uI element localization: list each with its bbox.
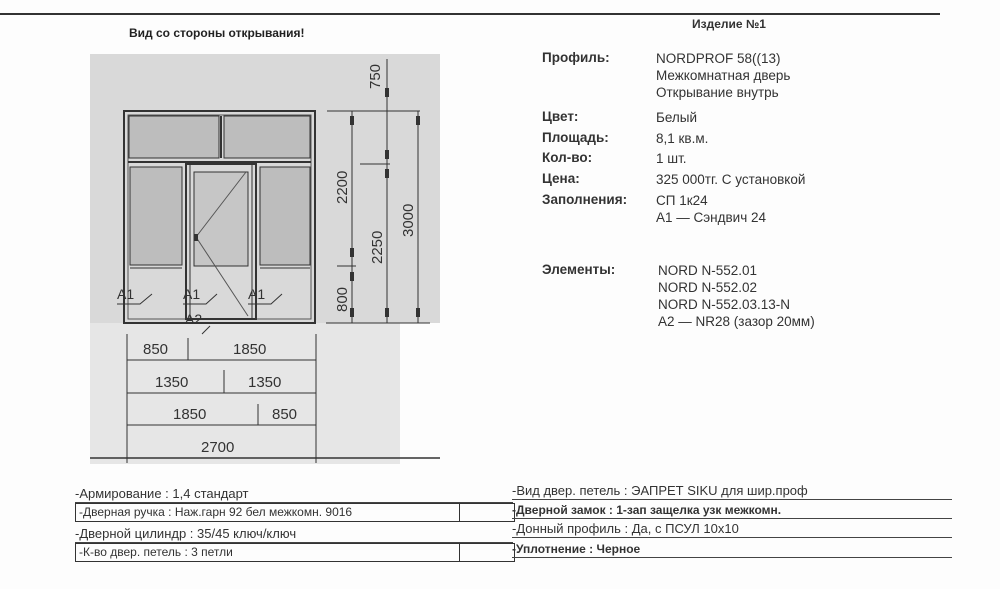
spec-value: СП 1к24 [656,193,708,208]
dim-h-2700: 2700 [201,439,235,456]
dim-800: 800 [334,286,351,312]
option-hinge-type: -Вид двер. петель : ЭАПРЕТ SIKU для шир.проф [512,483,952,500]
spec-value: Межкомнатная дверь [656,68,791,83]
door-schematic [90,54,440,464]
option-door-handle: -Дверная ручка : Наж.гарн 92 бел межкомн. 9016 [75,503,460,522]
spec-value: 1 шт. [656,151,687,166]
option-door-cylinder: -Дверной цилиндр : 35/45 ключ/ключ [75,526,513,543]
spec-value: A1 — Сэндвич 24 [656,210,766,225]
spec-value: 8,1 кв.м. [656,131,709,146]
spec-label: Профиль: [542,50,610,65]
empty-cell [459,503,515,522]
spec-value: NORD N-552.03.13-N [658,297,791,312]
spec-value: NORD N-552.02 [658,280,758,295]
option-bottom-profile: -Донный профиль : Да, с ПСУЛ 10x10 [512,521,952,538]
dim-h-1350-a: 1350 [155,374,189,391]
spec-label: Цвет: [542,109,579,124]
spec-label: Цена: [542,171,580,186]
spec-label: Площадь: [542,130,609,145]
empty-cell [459,543,515,562]
door-drawing [90,54,440,464]
dim-h-1350-b: 1350 [248,374,282,391]
option-door-lock: -Дверной замок : 1-зап защелка узк межкомн. [512,502,952,519]
dim-h-1850-b: 1850 [173,406,207,423]
item-title: Изделие №1 [692,17,766,31]
dim-h-850-a: 850 [143,341,169,358]
dim-2200: 2200 [334,170,351,204]
label-a2: A2 [185,311,203,327]
spec-value: Открывание внутрь [656,85,779,100]
dim-3000: 3000 [400,203,417,237]
spec-value: NORDPROF 58((13) [656,51,781,66]
dim-750: 750 [367,63,384,89]
option-seal: -Уплотнение : Черное [512,541,952,558]
spec-value: NORD N-552.01 [658,263,758,278]
option-reinforcement: -Армирование : 1,4 стандарт [75,486,513,503]
dim-h-850-b: 850 [272,406,298,423]
spec-label: Заполнения: [542,192,628,207]
top-rule [0,13,940,15]
label-a1-left: A1 [117,286,135,302]
label-a1-center: A1 [183,286,201,302]
view-title: Вид со стороны открывания! [129,26,305,40]
spec-label: Элементы: [542,262,616,277]
spec-value: 325 000тг. С установкой [656,172,806,187]
dim-h-1850-a: 1850 [233,341,267,358]
option-hinge-count: -К-во двер. петель : 3 петли [75,543,460,562]
dim-2250: 2250 [369,230,386,264]
spec-value: A2 — NR28 (зазор 20мм) [658,314,815,329]
spec-label: Кол-во: [542,150,593,165]
spec-value: Белый [656,110,698,125]
label-a1-right: A1 [248,286,266,302]
